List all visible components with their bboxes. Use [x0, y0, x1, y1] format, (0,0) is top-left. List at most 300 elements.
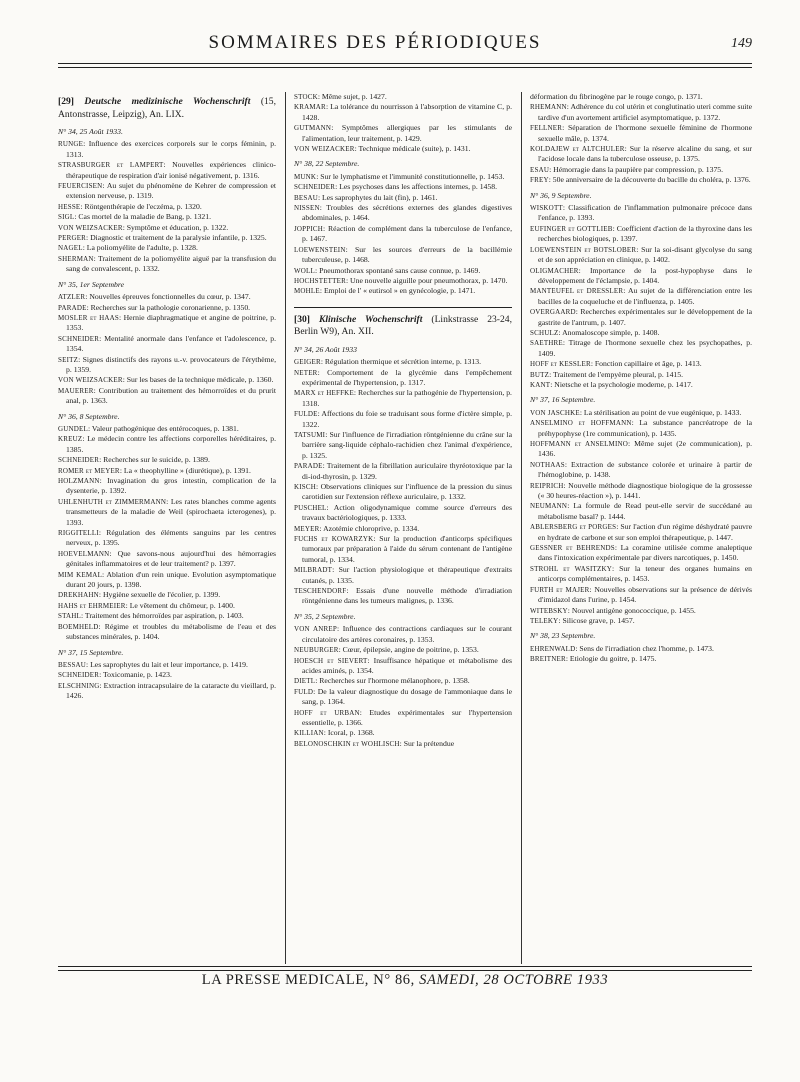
journal-details: (15, Antonstrasse, Leipzig), An. LIX. [58, 96, 276, 120]
article-entry [294, 276, 512, 286]
article-author: MARX et HEFFKE [294, 389, 354, 398]
article-author: SCHNEIDER [58, 334, 100, 343]
article-author: ESAU [530, 165, 550, 174]
article-author: MIM KEMAL [58, 570, 103, 579]
article-author: NOTHAAS [530, 460, 565, 469]
article-entry [58, 424, 276, 434]
header-rule-thin [58, 67, 752, 68]
article-title: : Nouvelles expériences clinico-thérapeutique de respiration d'air ionisé négativement, p. 1316. [66, 160, 276, 180]
article-entry [294, 676, 512, 686]
article-title: : De la valeur diagnostique du dosage de l'ammoniaque dans le sang, p. 1364. [302, 686, 512, 707]
footer-publication: LA PRESSE MEDICALE, N° 86, [201, 972, 415, 988]
article-title: : Traitement de l'empyème pleural, p. 1415. [549, 369, 684, 379]
column-divider [285, 92, 286, 964]
article-entry [530, 175, 752, 185]
article-author: JOPPICH [294, 224, 324, 233]
article-entry [58, 292, 276, 302]
issue-heading: N° 34, 25 Août 1933. [58, 127, 123, 136]
article-author: FUCHS et KOWARZYK [294, 535, 374, 544]
article-author: BOEMHELD [58, 622, 99, 631]
article-author: SCHNEIDER [58, 456, 100, 465]
article-author: SCHNEIDER [58, 671, 100, 680]
article-title: : Nouvelles épreuves fonctionnelles du cœur, p. 1347. [85, 292, 251, 302]
article-author: GUNDEL [58, 424, 88, 433]
journal-name: Klinische Wochenschrift [318, 313, 423, 325]
article-entry [294, 728, 512, 738]
article-author: ABLERSBERG et PORGES [530, 523, 617, 532]
article-author: BESAU [294, 193, 318, 202]
article-author: FULD [294, 687, 314, 696]
article-title: : Fonction capillaire et âge, p. 1413. [590, 359, 702, 369]
article-title: : Sur les bases de la technique médicale, p. 1360. [122, 375, 274, 385]
article-entry [294, 409, 512, 430]
article-entry [58, 160, 276, 181]
article-title: : Toxicomanie, p. 1423. [99, 670, 172, 680]
article-entry [530, 224, 752, 245]
article-title: : Contribution au traitement des hémorroïdes et du prurit anal, p. 1363. [66, 385, 276, 406]
article-author: PARADE [294, 462, 323, 471]
article-author: WITEBSKY [530, 606, 568, 615]
article-title: : Symptôme et éducation, p. 1322. [122, 222, 229, 232]
article-author: STROHL et WASITZKY [530, 564, 612, 573]
article-entry [530, 328, 752, 338]
article-title: : Technique médicale (suite), p. 1431. [354, 144, 471, 154]
article-author: GEIGER [294, 358, 321, 367]
article-title: : Adhérence du col utérin et conglutinatio uteri comme suite tardive d'un avortement artificiel asymptomatique, p. 1372. [538, 102, 752, 122]
article-author: REIPRICH [530, 481, 564, 490]
article-entry [294, 645, 512, 655]
page-header [58, 30, 752, 70]
article-entry [58, 334, 276, 355]
article-title: : Sens de l'irradiation chez l'homme, p. 1473. [575, 643, 714, 653]
article-author: VON WEIZACKER [294, 145, 355, 154]
article-entry [58, 355, 276, 376]
article-author: HOLZMANN [58, 477, 100, 485]
article-title: : Hernie diaphragmatique et angine de poitrine, p. 1353. [66, 312, 276, 333]
journal-details: (Linkstrasse 23-24, Berlin W9), An. XII. [294, 313, 512, 338]
article-author: VON WEIZSACKER [58, 376, 123, 385]
article-title: : Observations cliniques sur l'influence de la pression du sinus carotidien sur l'extension réflexe auriculaire, p. 1332. [302, 482, 512, 502]
article-author: DIETL [294, 677, 316, 686]
article-entry [530, 165, 752, 175]
article-title: : Influence des contractions cardiaques sur le courant circulatoire des artères coronaires, p. 1353. [302, 624, 512, 644]
journal-number: [30] [294, 313, 310, 325]
article-entry [58, 670, 276, 680]
article-entry [294, 388, 512, 409]
article-entry [530, 585, 752, 606]
article-author: MOSLER et HAAS [58, 313, 119, 322]
article-title: : La tolérance du nourrisson à l'absorption de vitamine C, p. 1428. [302, 102, 512, 122]
article-title: : Action oligodynamique comme source d'erreurs des travaux bactériologiques, p. 1333. [302, 502, 512, 523]
article-title: : Nouvelles observations sur la présence de dérivés d'imidazol dans l'urine, p. 1454. [538, 584, 752, 605]
article-entry [58, 601, 276, 611]
article-entry [294, 739, 512, 749]
article-title: déformation du fibrinogène par le rouge congo, p. 1371. [530, 92, 703, 101]
issue-heading: N° 35, 1er Septembre [58, 279, 124, 289]
article-entry [58, 386, 276, 407]
article-author: ATZLER [58, 293, 86, 302]
article-entry [58, 476, 276, 497]
article-entry [58, 223, 276, 233]
article-author: NETER [294, 368, 318, 377]
article-author: HOCHSTETTER [294, 276, 346, 285]
article-author: HOFFMANN et ANSELMINO [530, 440, 629, 448]
article-author: SCHULZ [530, 328, 559, 337]
article-title: : Titrage de l'hormone sexuelle chez les psychopathes, p. 1409. [538, 338, 752, 358]
article-author: FELLNER [530, 124, 563, 133]
article-title: : Ablation d'un rein unique. Evolution asymptomatique durant 20 jours, p. 1398. [66, 569, 276, 590]
article-title: : Etudes expérimentales sur l'hypertension essentielle, p. 1366. [302, 707, 512, 727]
article-title: : La coramine utilisée comme analeptique dans l'intoxication expérimentale par divers narcotiques, p. 1450. [538, 543, 752, 563]
issue-heading: N° 37, 15 Septembre. [58, 647, 124, 657]
article-author: FEUERCISEN [58, 182, 103, 191]
article-entry [58, 243, 276, 253]
article-title: : Sur les sources d'erreurs de la bacillémie tuberculeuse, p. 1468. [302, 244, 512, 265]
article-title: : Même sujet, p. 1427. [317, 92, 387, 101]
article-author: MILBRADT [294, 566, 333, 575]
issue-heading: N° 35, 2 Septembre. [294, 611, 356, 621]
article-entry [294, 92, 512, 102]
article-title: : La poliomyélite de l'adulte, p. 1328. [82, 243, 198, 253]
article-author: KISCH [294, 483, 317, 491]
article-title: : Valeur pathogénique des entérocoques, p. 1381. [87, 423, 239, 433]
article-entry [530, 606, 752, 616]
page-number: 149 [731, 36, 752, 51]
article-entry [530, 439, 752, 460]
issue-heading: N° 34, 26 Août 1933 [294, 344, 357, 354]
article-author: SEITZ [58, 355, 79, 364]
journal-number: [29] [58, 96, 74, 107]
article-author: GESSNER et BEHRENDS [530, 544, 615, 553]
article-title: : Azotémie chloroprive, p. 1334. [319, 523, 420, 533]
article-entry [294, 286, 512, 296]
article-title: : Traitement de la poliomyélite aiguë par la transfusion du sang de convalescent, p. 1332. [66, 253, 276, 274]
article-title: : Sur le lymphatisme et l'immunité constitutionnelle, p. 1453. [316, 171, 505, 181]
article-title: : Les rates blanches comme agents transmetteurs de la maladie de Weil (spirochaeta icterogenes), p. 1393. [66, 496, 276, 527]
article-author: MANTEUFEL et DRESSLER [530, 287, 624, 296]
journal-heading [294, 307, 512, 339]
article-author: TELEKY [530, 616, 559, 625]
article-entry [530, 102, 752, 123]
article-entry [58, 313, 276, 334]
article-entry [294, 203, 512, 224]
article-entry [294, 245, 512, 266]
article-title: : Hygiène sexuelle de l'écolier, p. 1399. [98, 590, 221, 600]
article-entry [294, 357, 512, 367]
article-entry [530, 123, 752, 144]
article-author: ELSCHNING [58, 681, 100, 690]
article-author: RUNGE [58, 140, 84, 149]
article-entry [58, 375, 276, 385]
article-title: : Recherches sur la pathologie coronarienne, p. 1350. [86, 302, 251, 312]
article-entry [58, 434, 276, 455]
article-title: : Sur la prétendue [399, 738, 455, 748]
article-entry [530, 286, 752, 307]
article-author: SIGL [58, 213, 75, 222]
article-author: KRAMAR [294, 103, 326, 112]
article-entry [530, 245, 752, 266]
article-author: RIGGITELLI [58, 529, 99, 538]
article-entry [530, 144, 752, 165]
article-title: : Sur la réserve alcaline du sang, et sur l'acidose locale dans la tuberculose osseuse, p. 1375. [538, 144, 752, 164]
article-entry [530, 616, 752, 626]
columns-container [58, 92, 752, 964]
article-title: : Invagination du gros intestin, complication de la dysenterie, p. 1392. [66, 476, 276, 496]
article-entry [58, 497, 276, 528]
article-author: HOFF et URBAN [294, 708, 360, 717]
issue-heading: N° 38, 23 Septembre. [530, 631, 596, 641]
article-title: : 50e anniversaire de la découverte du bacille du choléra, p. 1376. [548, 175, 751, 185]
article-title: : Troubles des sécrétions externes des glandes digestives abdominales, p. 1464. [302, 203, 512, 223]
article-entry [530, 564, 752, 585]
article-author: SHERMAN [58, 254, 94, 263]
article-entry [58, 202, 276, 212]
article-title: : Röntgenthérapie de l'eczéma, p. 1320. [80, 201, 202, 211]
article-entry [294, 224, 512, 245]
article-author: PERGER [58, 234, 87, 243]
article-title: : Même sujet (2e communication), p. 1436. [538, 439, 752, 459]
article-title: : Extraction de substance colorée et urinaire à partir de l'hémoglobine, p. 1438. [538, 459, 752, 480]
article-entry [58, 622, 276, 643]
article-entry [58, 139, 276, 160]
article-author: EUFINGER et GOTTLIEB [530, 224, 613, 233]
article-entry [294, 482, 512, 503]
article-title: : Nietsche et la psychologie moderne, p. 1417. [550, 379, 693, 389]
article-title: : Extraction intracapsulaire de la cataracte du vieillard, p. 1426. [66, 680, 276, 701]
article-author: ROMER et MEYER [58, 466, 120, 475]
article-entry [530, 644, 752, 654]
article-title: : Régulation thermique et sécrétion interne, p. 1313. [320, 357, 481, 367]
article-author: BREITNER [530, 655, 566, 664]
article-entry [58, 181, 276, 202]
article-author: LOEWENSTEIN [294, 245, 346, 254]
article-title: : Réaction de complément dans la tuberculose de l'enfance, p. 1467. [302, 223, 512, 244]
article-title: : La « theophylline » (diurétique), p. 1391. [119, 465, 251, 475]
article-author: HESSE [58, 202, 81, 211]
column-2 [294, 92, 512, 964]
article-author: MEYER [294, 524, 320, 533]
article-title: : Séparation de l'hormone sexuelle féminine de l'hormone sexuelle mâle, p. 1374. [538, 123, 752, 143]
article-title: : Régime et troubles du métabolisme de l'eau et des substances minérales, p. 1404. [66, 621, 276, 642]
article-title: : Au sujet du phénomène de Kehrer de compression et extension nerveuse, p. 1319. [66, 181, 276, 201]
article-author: VON JASCHKE [530, 408, 580, 417]
article-entry [58, 233, 276, 243]
article-title: : Que savons-nous aujourd'hui des hémorragies génitales inflammatoires et de leur traitement? p. 1397. [66, 548, 276, 569]
footer-rule-thin [58, 966, 752, 967]
article-title: : La stérilisation au point de vue eugénique, p. 1433. [579, 407, 742, 417]
article-author: STRASBURGER et LAMPERT [58, 161, 164, 170]
article-entry [58, 611, 276, 621]
article-title: : Anomaloscope simple, p. 1408. [558, 327, 660, 337]
article-author: ANSELMINO et HOFFMANN [530, 419, 632, 428]
article-title: : Recherches expérimentales sur le développement de la gastrite de l'antrum, p. 1407. [538, 307, 752, 327]
article-author: HOEVELMANN [58, 549, 110, 558]
article-entry [58, 528, 276, 549]
article-entry [294, 182, 512, 192]
article-entry [58, 570, 276, 591]
article-title: : Insuffisance hépatique et métabolisme des acides aminés, p. 1354. [302, 655, 512, 675]
article-entry [58, 660, 276, 670]
article-entry [294, 102, 512, 123]
article-author: FULDE [294, 410, 318, 419]
article-entry [530, 460, 752, 481]
article-entry [530, 307, 752, 328]
article-title: : Recherches sur la pathogénie de l'hypertension, p. 1318. [302, 388, 512, 408]
article-entry [530, 338, 752, 359]
article-title: : Signes distinctifs des rayons u.-v. provocateurs de l'érythème, p. 1359. [66, 354, 276, 374]
article-title: : Sur la soi-disant glycolyse du sang et de son appréciation en clinique, p. 1402. [538, 244, 752, 265]
column-divider [521, 92, 522, 964]
article-title: : Sur l'influence de l'irradiation röntgénienne du crâne sur la barrière sang-liquide céphalo-rachidien chez l'animal d'expérience, p. 1325. [302, 429, 512, 460]
article-entry [530, 543, 752, 564]
footer-date: SAMEDI, 28 OCTOBRE 1933 [419, 972, 609, 988]
article-title: : Comportement de la glycémie dans l'empêchement expérimental de l'hypertension, p. 1317. [302, 367, 512, 387]
article-entry [294, 565, 512, 586]
article-title: : Nouvelle méthode diagnostique biologique de la grossesse (« 30 heures-réaction »), p. 1441. [538, 480, 752, 501]
article-entry [294, 461, 512, 482]
article-title: : Les saprophytes du lait et leur importance, p. 1419. [86, 659, 248, 669]
article-entry [530, 418, 752, 439]
page-title: SOMMAIRES DES PÉRIODIQUES [208, 32, 542, 53]
article-entry [294, 687, 512, 708]
article-author: KOLDAJEW et ALTCHULER [530, 145, 625, 154]
article-entry [58, 681, 276, 702]
footer-rule [58, 970, 752, 971]
article-title: : Influence des exercices corporels sur le corps féminin, p. 1313. [66, 139, 276, 159]
issue-heading: N° 36, 8 Septembre. [58, 411, 120, 421]
article-entry [294, 708, 512, 729]
article-entry [294, 144, 512, 154]
article-title: : La substance pancréatrope de la préhypophyse (1re communication), p. 1435. [538, 418, 752, 438]
article-author: KILLIAN [294, 729, 324, 738]
article-author: KREUZ [58, 435, 83, 444]
article-entry [530, 380, 752, 390]
article-entry [530, 266, 752, 287]
article-author: NEUMANN [530, 502, 568, 511]
journal-name: Deutsche medizinische Wochenschrift [84, 96, 251, 107]
article-title: : Silicose grave, p. 1457. [558, 615, 635, 625]
article-author: OVERGAARD [530, 308, 576, 317]
issue-heading: N° 36, 9 Septembre. [530, 190, 592, 200]
article-author: HOESCH et SIEVERT [294, 656, 368, 665]
article-author: STOCK [294, 93, 318, 101]
article-entry [58, 455, 276, 465]
article-entry [294, 656, 512, 677]
article-title: : Icoral, p. 1368. [323, 728, 375, 738]
article-entry [530, 501, 752, 522]
article-entry [530, 481, 752, 502]
article-author: EHRENWALD [530, 644, 576, 653]
article-author: MUNK [294, 172, 317, 181]
article-title: : Régulation des éléments sanguins par les centres nerveux, p. 1395. [66, 528, 276, 548]
article-title: : Coefficient d'action de la thyroxine dans les recherches biologiques, p. 1397. [538, 223, 752, 244]
article-entry [294, 586, 512, 607]
article-author: FREY [530, 176, 549, 185]
article-entry [294, 624, 512, 645]
article-author: UHLENHUTH et ZIMMERMANN [58, 497, 167, 506]
article-author: HAHS et EHRMEIER [58, 601, 126, 610]
article-entry [294, 524, 512, 534]
article-entry [58, 212, 276, 222]
article-title: : Une nouvelle aiguille pour pneumothorax, p. 1470. [345, 275, 508, 285]
article-title: : Importance de la post-hypophyse dans le développement de l'éclampsie, p. 1404. [538, 265, 752, 285]
article-entry [530, 370, 752, 380]
article-title: : Les psychoses dans les affections internes, p. 1458. [335, 182, 497, 192]
article-author: NEUBURGER [294, 646, 339, 655]
article-author: STAHL [58, 612, 81, 621]
page-footer [58, 972, 752, 989]
article-title: : Sur la production d'anticorps spécifiques tumoraux par préparation à l'aide du sérum contenant de l'antigène tumoral, p. 1334. [302, 534, 512, 564]
article-author: FURTH et MAJER [530, 585, 590, 594]
article-title: : Hémorragie dans la paupière par compression, p. 1375. [549, 164, 724, 174]
article-entry [58, 549, 276, 570]
article-author: TESCHENDORF [294, 587, 347, 596]
article-author: OLIGMACHER [530, 266, 579, 275]
article-title: : Mentalité anormale dans l'enfance et l'adolescence, p. 1354. [66, 333, 276, 354]
article-title: : Le vêtement du chômeur, p. 1400. [125, 600, 235, 610]
article-author: RHEMANN [530, 103, 567, 112]
article-author: KANT [530, 380, 551, 389]
article-entry [530, 359, 752, 369]
column-1 [58, 92, 276, 964]
article-title: : Nouvel antigène gonococcique, p. 1455. [567, 605, 696, 615]
article-author: WOLL [294, 266, 316, 275]
article-title: : Affections du foie se traduisant sous forme d'ictère simple, p. 1322. [302, 409, 512, 429]
article-title: : Cœur, épilepsie, angine de poitrine, p. 1353. [338, 645, 479, 655]
article-entry [530, 654, 752, 664]
article-title: : Emploi de l' « eutirsol » en gynécologie, p. 1471. [319, 286, 476, 296]
header-rule [58, 63, 752, 64]
article-entry [530, 92, 752, 102]
article-entry [58, 254, 276, 275]
article-author: VON ANREP [294, 625, 337, 634]
article-entry [294, 430, 512, 461]
journal-heading [58, 96, 276, 121]
article-entry [530, 408, 752, 418]
article-author: HOFF et KESSLER [530, 360, 591, 369]
article-title: : Traitement des hémorroïdes par aspiration, p. 1403. [81, 611, 244, 621]
article-entry [294, 172, 512, 182]
issue-heading: N° 37, 16 Septembre. [530, 395, 596, 405]
article-entry [58, 590, 276, 600]
article-author: BESSAU [58, 660, 87, 669]
article-author: GUTMANN [294, 124, 332, 133]
article-title: : Classification de l'inflammation pulmonaire précoce dans l'enfance, p. 1393. [538, 203, 752, 223]
article-entry [530, 203, 752, 224]
article-author: PUSCHEL [294, 503, 327, 512]
article-author: MAUERER [58, 386, 94, 395]
article-title: : Les saprophytes du lait (fin), p. 1461. [317, 192, 438, 202]
article-title: : Sur l'action d'un régime déshydraté pauvre en hydrate de carbone et sur son emploi thérapeutique, p. 1447. [538, 522, 752, 542]
article-title: : Au sujet de la différenciation entre les bacilles de la coqueluche et de l'influenza, p. 1405. [538, 286, 752, 306]
column-3 [530, 92, 752, 964]
article-entry [58, 466, 276, 476]
article-title: : Symptômes allergiques par les stimulants de l'alimentation, leur traitement, p. 1429. [302, 123, 512, 143]
article-title: : Essais d'une nouvelle méthode d'irradiation röntgénienne dans les tumeurs malignes, p. 1336. [302, 586, 512, 606]
article-author: BELONOSCHKIN et WOHLISCH [294, 739, 400, 748]
article-title: : La formule de Read peut-elle servir de succédané au métabolisme basal? p. 1444. [538, 501, 752, 521]
article-author: SAETHRE [530, 339, 563, 348]
article-entry [294, 266, 512, 276]
article-entry [58, 303, 276, 313]
article-entry [294, 193, 512, 203]
article-author: DREKHAHN [58, 591, 99, 600]
article-entry [294, 123, 512, 144]
article-author: MOHLE [294, 287, 320, 296]
article-author: BUTZ [530, 370, 550, 379]
article-entry [530, 522, 752, 543]
article-title: : Cas mortel de la maladie de Bang, p. 1321. [74, 212, 211, 222]
